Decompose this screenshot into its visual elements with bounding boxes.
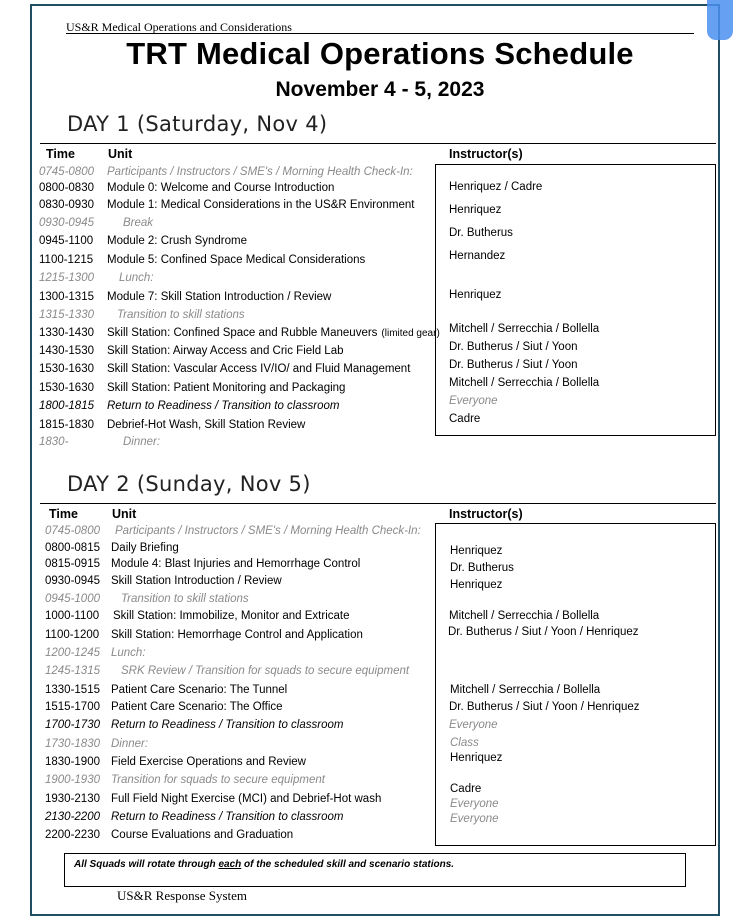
instructor-name: Mitchell / Serrecchia / Bollella: [449, 323, 600, 335]
schedule-unit: [111, 557, 360, 571]
schedule-unit: [107, 290, 331, 304]
schedule-time: 0800-0815: [45, 542, 100, 554]
schedule-unit-text: Break: [123, 217, 154, 229]
schedule-time: 1330-1515: [45, 684, 100, 696]
schedule-unit-text: Module 7: Skill Station Introduction / Review: [107, 291, 332, 303]
instructor-name: Dr. Butherus / Siut / Yoon: [449, 341, 578, 353]
schedule-unit: [111, 574, 282, 588]
schedule-unit: [121, 664, 409, 678]
instructor-name: Henriquez: [449, 289, 502, 301]
schedule-unit: [111, 646, 146, 660]
schedule-unit: [107, 362, 410, 376]
schedule-time: 1000-1100: [45, 610, 100, 622]
schedule-time: 1245-1315: [45, 665, 100, 677]
schedule-unit: [111, 683, 287, 697]
schedule-unit: [123, 435, 160, 449]
schedule-time: 1530-1630: [39, 382, 94, 394]
schedule-unit-text: Skill Station: Immobilize, Monitor and Extricate: [113, 610, 350, 622]
schedule-unit-text: Skill Station: Airway Access and Cric Field Lab: [107, 345, 344, 357]
rotation-note-before: All Squads will rotate through: [74, 859, 219, 870]
schedule-unit-text: Return to Readiness / Transition to classroom: [111, 719, 344, 731]
schedule-unit: [107, 198, 414, 212]
schedule-unit: [107, 181, 334, 195]
schedule-unit-text: Transition to skill stations: [121, 593, 249, 605]
schedule-unit-text: Dinner:: [111, 738, 149, 750]
schedule-unit: [107, 165, 413, 179]
schedule-unit-text: Lunch:: [119, 272, 154, 284]
schedule-unit: [107, 418, 305, 432]
schedule-unit: [111, 737, 148, 751]
schedule-unit-text: Module 4: Blast Injuries and Hemorrhage Control: [111, 558, 361, 570]
schedule-time: 0945-1100: [39, 235, 94, 247]
page-tab-marker: [707, 0, 733, 40]
instructor-name: Henriquez / Cadre: [449, 181, 543, 193]
instructor-name: Henriquez: [449, 204, 502, 216]
schedule-time: 1700-1730: [45, 719, 100, 731]
instructor-name: Cadre: [449, 413, 481, 425]
schedule-time: 0745-0800: [39, 166, 94, 178]
instructor-name: Henriquez: [450, 545, 503, 557]
schedule-unit: [113, 609, 349, 623]
schedule-unit-text: Skill Station: Patient Monitoring and Packaging: [107, 382, 346, 394]
schedule-time: 1100-1215: [39, 254, 94, 266]
instructor-name: Hernandez: [449, 250, 506, 262]
instructor-name: Dr. Butherus / Siut / Yoon / Henriquez: [448, 626, 639, 638]
schedule-time: 1215-1300: [39, 272, 94, 284]
day1-rule: [40, 143, 716, 144]
schedule-unit: [123, 216, 153, 230]
schedule-unit: [111, 792, 381, 806]
instructor-name: Mitchell / Serrecchia / Bollella: [450, 684, 601, 696]
schedule-unit-text: Patient Care Scenario: The Tunnel: [111, 684, 288, 696]
schedule-time: 0945-1000: [45, 593, 100, 605]
day2-col-time: Time: [49, 507, 78, 521]
instructor-name: Everyone: [449, 395, 498, 407]
schedule-unit: [107, 399, 339, 413]
schedule-unit-text: Module 5: Confined Space Medical Considerations: [107, 254, 366, 266]
instructor-name: Dr. Butherus: [449, 227, 513, 239]
instructor-name: Dr. Butherus: [450, 562, 514, 574]
schedule-time: 0930-0945: [39, 217, 94, 229]
schedule-unit-text: Lunch:: [111, 647, 146, 659]
instructor-name: Everyone: [449, 719, 498, 731]
schedule-unit: [107, 344, 344, 358]
schedule-unit-text: Return to Readiness / Transition to classroom: [107, 400, 340, 412]
schedule-unit: [111, 628, 363, 642]
schedule-time: 2200-2230: [45, 829, 100, 841]
instructor-name: Dr. Butherus / Siut / Yoon / Henriquez: [449, 701, 640, 713]
schedule-time: 1430-1530: [39, 345, 94, 357]
schedule-time: 1315-1330: [39, 309, 94, 321]
schedule-unit-text: Skill Station Introduction / Review: [111, 575, 282, 587]
schedule-time: 1300-1315: [39, 291, 94, 303]
schedule-unit: [107, 253, 365, 267]
schedule-unit-text: Return to Readiness / Transition to classroom: [111, 811, 344, 823]
schedule-unit-text: Full Field Night Exercise (MCI) and Debrief-Hot wash: [111, 793, 382, 805]
schedule-unit-text: Participants / Instructors / SME's / Morning Health Check-In:: [107, 166, 413, 178]
schedule-unit-text: Course Evaluations and Graduation: [111, 829, 294, 841]
instructor-name: Henriquez: [450, 579, 503, 591]
schedule-unit-text: Debrief-Hot Wash, Skill Station Review: [107, 419, 306, 431]
day2-heading: DAY 2 (Sunday, Nov 5): [67, 472, 311, 496]
schedule-unit: [107, 326, 440, 341]
instructor-name: Dr. Butherus / Siut / Yoon: [449, 359, 578, 371]
day2-col-unit: Unit: [112, 507, 137, 521]
schedule-unit: [111, 810, 343, 824]
schedule-unit: [119, 271, 154, 285]
rotation-note-after: of the scheduled skill and scenario stations.: [241, 859, 455, 870]
document-header: US&R Medical Operations and Considerations: [66, 20, 694, 34]
instructor-name: Henriquez: [450, 752, 503, 764]
schedule-time: 1815-1830: [39, 419, 94, 431]
instructor-name: Mitchell / Serrecchia / Bollella: [449, 377, 600, 389]
date-range: November 4 - 5, 2023: [275, 78, 485, 101]
schedule-time: 1930-2130: [45, 793, 100, 805]
schedule-unit: [111, 700, 283, 714]
schedule-time: 1100-1200: [45, 629, 100, 641]
instructor-name: Everyone: [450, 813, 499, 825]
schedule-unit-text: Skill Station: Vascular Access IV/IO/ and Fluid Management: [107, 363, 411, 375]
schedule-time: 1830-: [39, 436, 69, 448]
day1-col-unit: Unit: [108, 147, 133, 161]
schedule-unit: [107, 381, 345, 395]
schedule-time: 0815-0915: [45, 558, 100, 570]
rotation-note-emphasis: each: [218, 859, 242, 870]
schedule-unit-text: Participants / Instructors / SME's / Morning Health Check-In:: [115, 525, 421, 537]
schedule-unit-text: Patient Care Scenario: The Office: [111, 701, 283, 713]
schedule-time: 1900-1930: [45, 774, 100, 786]
schedule-time: 0830-0930: [39, 199, 94, 211]
schedule-time: 1530-1630: [39, 363, 94, 375]
schedule-unit-text: Daily Briefing: [111, 542, 179, 554]
schedule-time: 0930-0945: [45, 575, 100, 587]
schedule-unit: [107, 234, 247, 248]
day1-col-instructors: Instructor(s): [449, 147, 523, 161]
schedule-unit: [111, 773, 325, 787]
schedule-unit: [115, 524, 421, 538]
schedule-time: 1830-1900: [45, 756, 100, 768]
schedule-unit-text: Dinner:: [123, 436, 161, 448]
schedule-unit: [111, 718, 343, 732]
schedule-unit: [117, 308, 245, 322]
schedule-time: 1330-1430: [39, 327, 94, 339]
schedule-unit-text: Field Exercise Operations and Review: [111, 756, 306, 768]
schedule-time: 1200-1245: [45, 647, 100, 659]
schedule-unit-note: (limited gear): [381, 328, 440, 339]
day1-col-time: Time: [46, 147, 75, 161]
instructor-name: Class: [450, 737, 479, 749]
schedule-unit-text: Transition for squads to secure equipment: [111, 774, 325, 786]
schedule-unit-text: Skill Station: Hemorrhage Control and Application: [111, 629, 363, 641]
day2-rule: [40, 503, 716, 504]
document-footer: US&R Response System: [117, 888, 248, 903]
day2-col-instructors: Instructor(s): [449, 507, 523, 521]
instructor-name: Mitchell / Serrecchia / Bollella: [449, 610, 600, 622]
instructor-name: Cadre: [450, 783, 482, 795]
schedule-time: 0745-0800: [45, 525, 100, 537]
schedule-unit-text: Module 0: Welcome and Course Introduction: [107, 182, 335, 194]
instructor-name: Everyone: [450, 798, 499, 810]
schedule-unit: [121, 592, 249, 606]
schedule-unit: [111, 828, 293, 842]
schedule-unit-text: SRK Review / Transition for squads to secure equipment: [121, 665, 410, 677]
schedule-unit-text: Transition to skill stations: [117, 309, 245, 321]
schedule-unit-text: Module 2: Crush Syndrome: [107, 235, 247, 247]
rotation-note: [74, 859, 454, 870]
schedule-unit: [111, 541, 179, 555]
day1-heading: DAY 1 (Saturday, Nov 4): [67, 112, 328, 136]
schedule-time: 1730-1830: [45, 738, 100, 750]
schedule-time: 1515-1700: [45, 701, 100, 713]
schedule-time: 0800-0830: [39, 182, 94, 194]
schedule-unit-text: Module 1: Medical Considerations in the US&R Environment: [107, 199, 415, 211]
schedule-time: 2130-2200: [45, 811, 100, 823]
schedule-unit-text: Skill Station: Confined Space and Rubble Maneuvers: [107, 327, 378, 339]
page-title: TRT Medical Operations Schedule: [126, 36, 634, 71]
schedule-time: 1800-1815: [39, 400, 94, 412]
schedule-unit: [111, 755, 306, 769]
